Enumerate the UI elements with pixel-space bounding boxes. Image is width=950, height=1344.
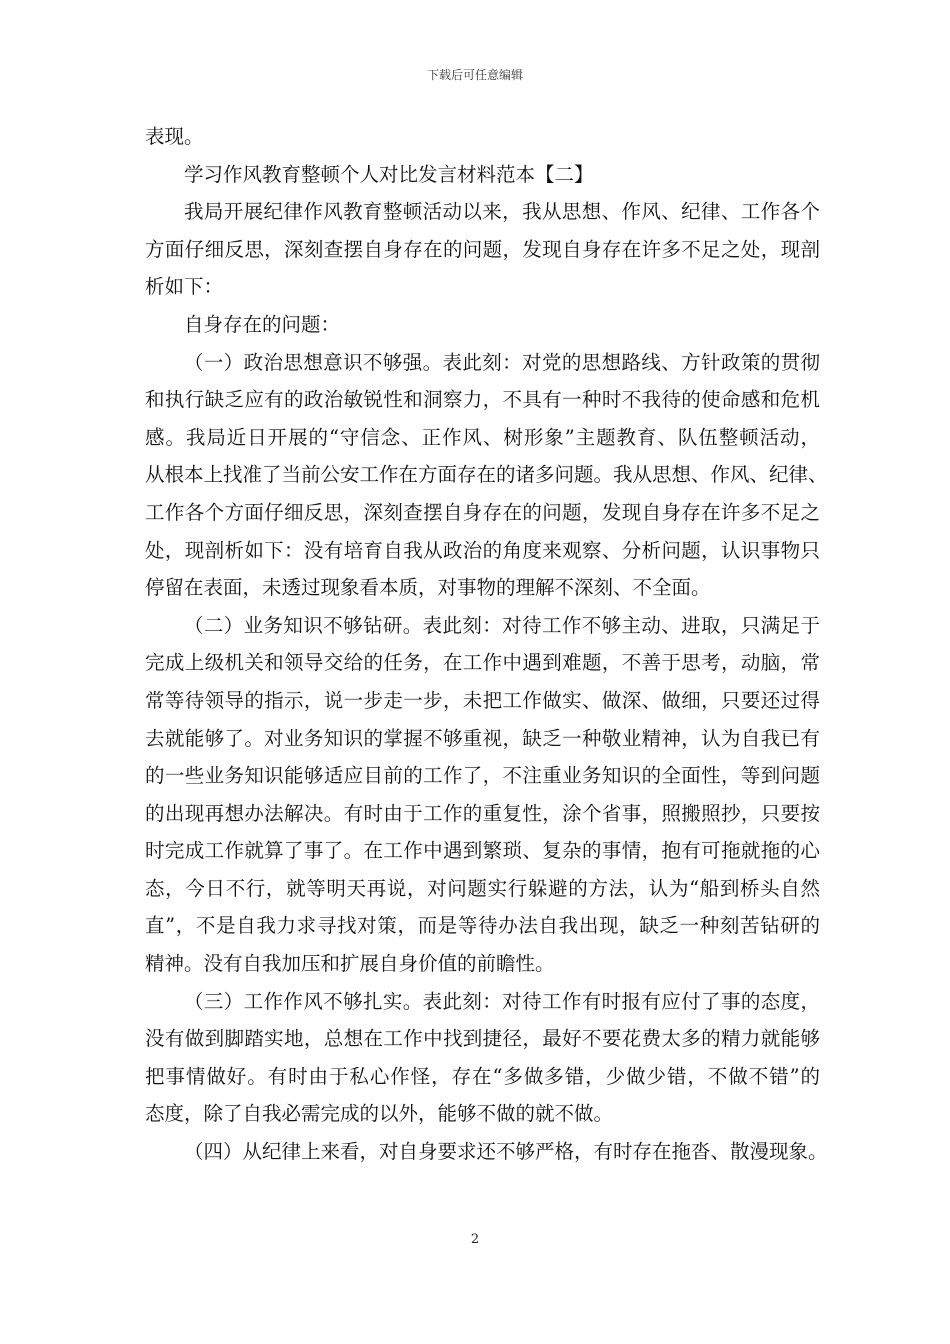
text-line: 我局开展纪律作风教育整顿活动以来，我从思想、作风、纪律、工作各个 <box>184 200 820 224</box>
text-line: 工作各个方面仔细反思，深刻查摆自身存在的问题，发现自身存在许多不足之 <box>145 500 820 524</box>
text-line: 和执行缺乏应有的政治敏锐性和洞察力，不具有一种时不我待的使命感和危机 <box>145 388 820 412</box>
text-line: 态，今日不行，就等明天再说，对问题实行躲避的方法，认为“船到桥头自然 <box>145 876 820 900</box>
page-header: 下载后可任意编辑 <box>426 68 523 82</box>
text-line: 自身存在的问题： <box>184 312 341 336</box>
text-line: 析如下： <box>145 275 224 299</box>
text-line: 时完成工作就算了事了。在工作中遇到繁琐、复杂的事情，抱有可拖就拖的心 <box>145 839 820 863</box>
text-line: 常等待领导的指示，说一步走一步，未把工作做实、做深、做细，只要还过得 <box>145 688 820 712</box>
page-number: 2 <box>470 1232 480 1247</box>
text-line: （四）从纪律上来看，对自身要求还不够严格，有时存在拖沓、散漫现象。 <box>184 1140 828 1164</box>
text-line: 感。我局近日开展的“守信念、正作风、树形象”主题教育、队伍整顿活动， <box>145 425 820 449</box>
text-line: 处，现剖析如下：没有培育自我从政治的角度来观察、分析问题，认识事物只 <box>145 538 820 562</box>
text-line: （三）工作作风不够扎实。表此刻：对待工作有时报有应付了事的态度， <box>184 989 820 1013</box>
text-line: 表现。 <box>145 125 204 148</box>
text-line: 去就能够了。对业务知识的掌握不够重视，缺乏一种敬业精神，认为自我已有 <box>145 726 820 750</box>
text-line: 方面仔细反思，深刻查摆自身存在的问题，发现自身存在许多不足之处，现剖 <box>145 237 820 261</box>
text-line: 完成上级机关和领导交给的任务，在工作中遇到难题，不善于思考，动脑，常 <box>145 651 820 675</box>
text-line: 态度，除了自我必需完成的以外，能够不做的就不做。 <box>145 1102 614 1126</box>
text-line: （一）政治思想意识不够强。表此刻：对党的思想路线、方针政策的贯彻 <box>184 350 820 374</box>
text-line: 直”，不是自我力求寻找对策，而是等待办法自我出现，缺乏一种刻苦钻研的 <box>145 914 820 938</box>
text-line: 没有做到脚踏实地，总想在工作中找到捷径，最好不要花费太多的精力就能够 <box>145 1027 820 1051</box>
document-body <box>145 118 828 1171</box>
text-line: 的出现再想办法解决。有时由于工作的重复性，涂个省事，照搬照抄，只要按 <box>145 801 820 825</box>
text-line: 精神。没有自我加压和扩展自身价值的前瞻性。 <box>145 952 555 976</box>
text-line: 停留在表面，未透过现象看本质，对事物的理解不深刻、不全面。 <box>145 576 711 600</box>
text-line: （二）业务知识不够钻研。表此刻：对待工作不够主动、进取，只满足于 <box>184 613 820 637</box>
text-line: 从根本上找准了当前公安工作在方面存在的诸多问题。我从思想、作风、纪律、 <box>145 463 828 487</box>
text-line: 把事情做好。有时由于私心作怪，存在“多做多错，少做少错，不做不错”的 <box>145 1064 820 1088</box>
text-line: 的一些业务知识能够适应目前的工作了，不注重业务知识的全面性，等到问题 <box>145 764 820 788</box>
text-line: 学习作风教育整顿个人对比发言材料范本【二】 <box>184 162 594 186</box>
